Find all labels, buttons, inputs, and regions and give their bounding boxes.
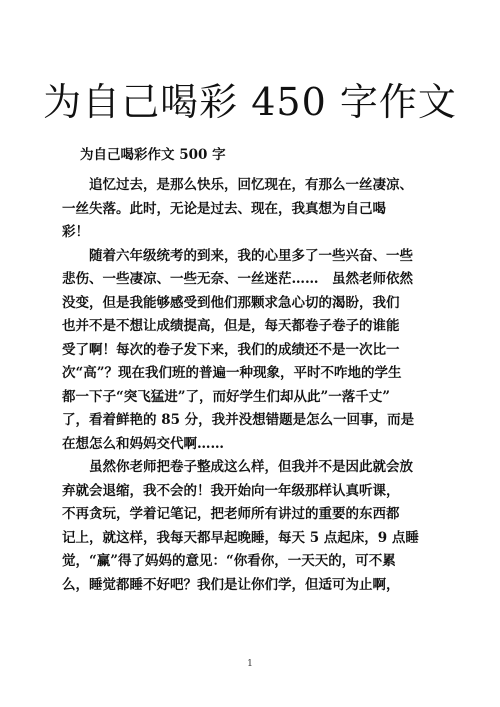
text-line: 次“高”？现在我们班的普遍一种现象，平时不咋地的学生 [62, 365, 402, 381]
text-line: 也并不是不想让成绩提高，但是，每天都卷子卷子的谁能 [62, 318, 400, 334]
text-line: 彩！ [62, 224, 89, 240]
text-line: 没变，但是我能够感受到他们那颗求急心切的渴盼，我们 [62, 294, 400, 311]
document-subtitle: 为自己喝彩作文 500 字 [80, 147, 226, 163]
text-line: 随着六年级统考的到来，我的心里多了一些兴奋、一些 [89, 247, 413, 264]
text-line: 虽然你老师把卷子整成这么样，但我并不是因此就会放 [89, 459, 413, 475]
text-line: 不再贪玩，学着记笔记，把老师所有讲过的重要的东西都 [62, 506, 400, 522]
essay-body [62, 174, 440, 597]
document-title: 为自己喝彩 450 字作文 [43, 80, 457, 124]
text-line: 受了啊！每次的卷子发下来，我们的成绩还不是一次比一 [62, 341, 400, 358]
page-number: 1 [247, 659, 253, 669]
text-line: 追忆过去，是那么快乐，回忆现在，有那么一丝凄凉、 [89, 177, 413, 193]
text-line: 悲伤、一些凄凉、一些无奈、一丝迷茫…… 虽然老师依然 [62, 271, 413, 287]
text-line: 在想怎么和妈妈交代啊…… [62, 435, 224, 452]
text-line: 都一下子“突飞猛进”了，而好学生们却从此”一落千丈” [62, 388, 391, 405]
text-line: 了，看着鲜艳的 85 分，我并没想错题是怎么一回事，而是 [62, 412, 415, 428]
text-line: 么，睡觉都睡不好吧？我们是让你们学，但适可为止啊， [62, 576, 400, 593]
text-line: 弃就会退缩，我不会的！我开始向一年级那样认真听课， [62, 482, 400, 499]
text-line: 觉，“赢”得了妈妈的意见：“你看你，一天天的，可不累 [62, 553, 396, 569]
text-line: 一丝失落。此时，无论是过去、现在，我真想为自己喝 [62, 200, 386, 217]
text-line: 记上，就这样，我每天都早起晚睡，每天 5 点起床，9 点睡 [62, 529, 419, 546]
